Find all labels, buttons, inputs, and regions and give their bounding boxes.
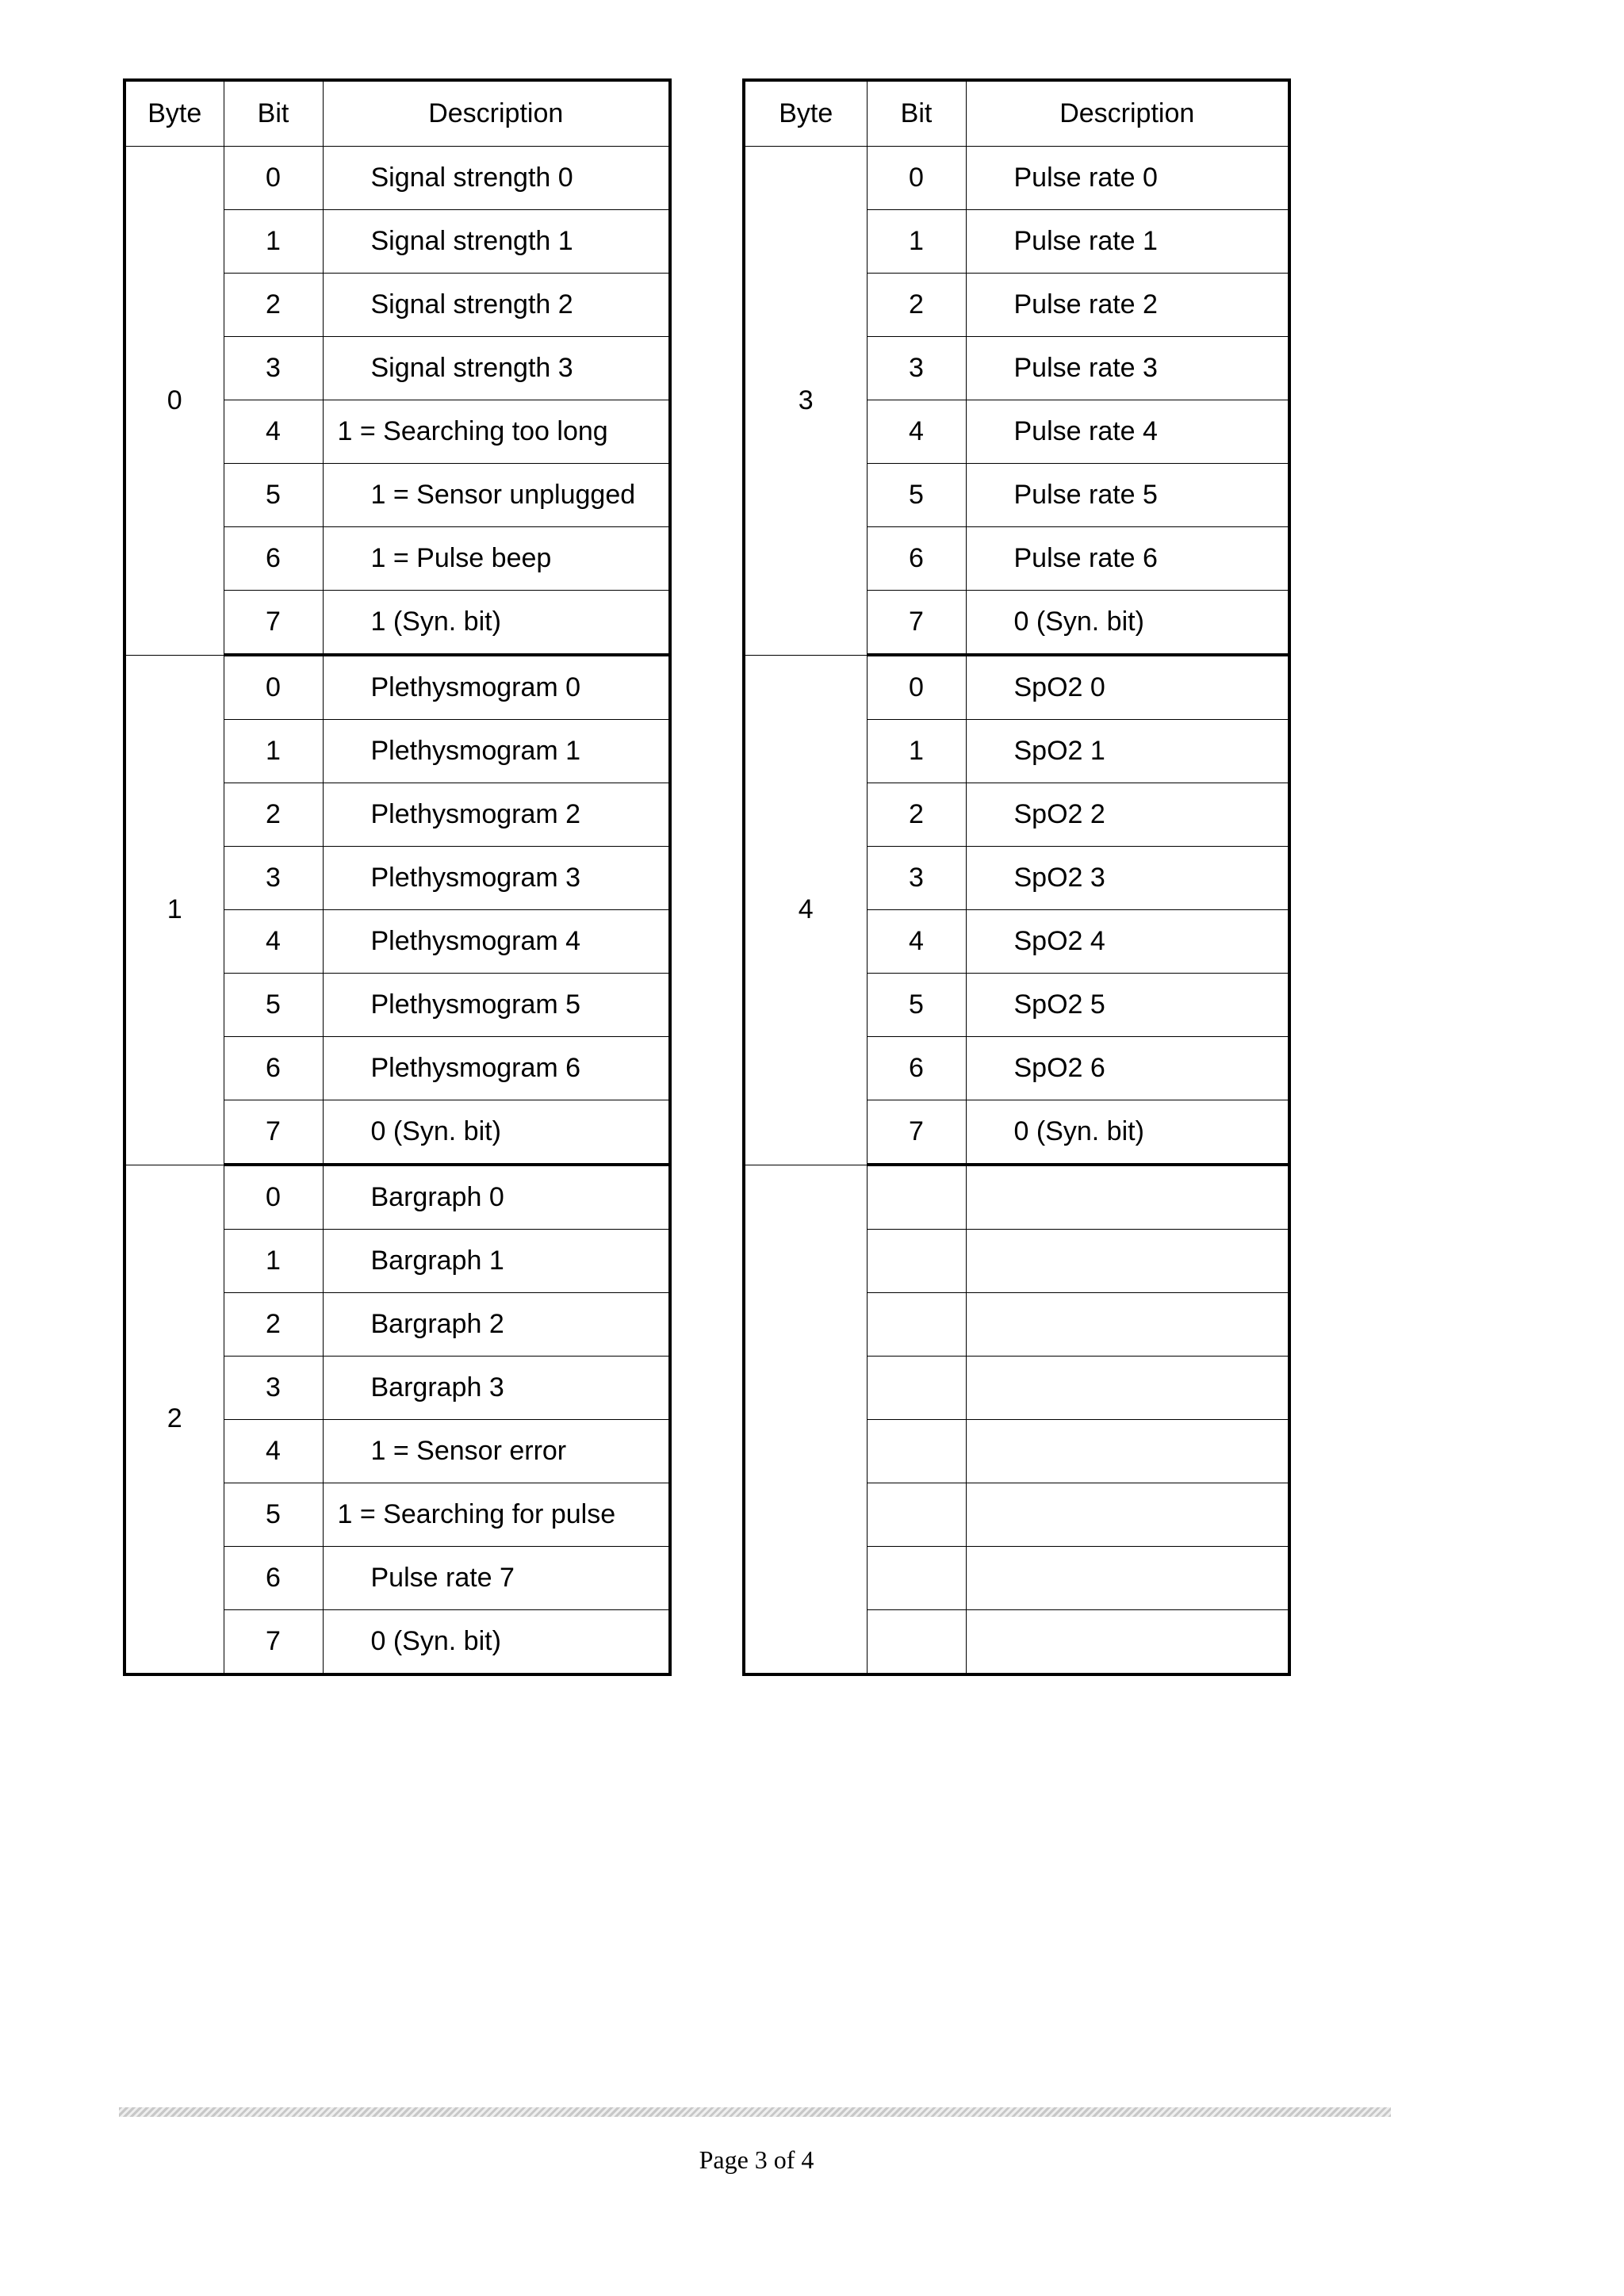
- description-text: 0 (Syn. bit): [370, 1626, 501, 1656]
- description-text: SpO2 5: [1013, 989, 1105, 1020]
- empty-bit-cell: [867, 1230, 966, 1293]
- header-description: Description: [966, 80, 1289, 147]
- table-row: [124, 1165, 670, 1230]
- bit-table-right: [742, 78, 1291, 1676]
- empty-description-cell: [966, 1547, 1289, 1610]
- bit-cell: 7: [224, 1100, 323, 1165]
- bit-cell: 0: [224, 1165, 323, 1230]
- bit-cell: 6: [224, 527, 323, 591]
- bit-cell: 5: [224, 464, 323, 527]
- description-text: Signal strength 0: [370, 163, 573, 193]
- description-cell: [323, 910, 670, 974]
- empty-row: [744, 1165, 1289, 1230]
- footer-divider: [119, 2107, 1391, 2117]
- description-cell: [323, 1293, 670, 1357]
- description-cell: [966, 527, 1289, 591]
- bit-cell: 3: [867, 337, 966, 400]
- empty-bit-cell: [867, 1357, 966, 1420]
- description-cell: [323, 974, 670, 1037]
- description-cell: [323, 1483, 670, 1547]
- description-cell: [323, 274, 670, 337]
- description-cell: [323, 1610, 670, 1675]
- empty-bit-cell: [867, 1547, 966, 1610]
- description-cell: [323, 1357, 670, 1420]
- bit-cell: 5: [867, 464, 966, 527]
- empty-description-cell: [966, 1610, 1289, 1675]
- description-text: 1 = Searching for pulse: [337, 1499, 616, 1529]
- description-cell: [966, 464, 1289, 527]
- description-cell: [323, 655, 670, 720]
- description-cell: [323, 1547, 670, 1610]
- byte-cell: 1: [124, 655, 224, 1165]
- description-text: 0 (Syn. bit): [370, 1116, 501, 1146]
- description-text: 1 = Pulse beep: [370, 543, 552, 573]
- bit-cell: 7: [224, 591, 323, 656]
- description-cell: [323, 400, 670, 464]
- bit-cell: 6: [224, 1037, 323, 1100]
- empty-bit-cell: [867, 1420, 966, 1483]
- description-cell: [323, 464, 670, 527]
- description-cell: [323, 147, 670, 210]
- bit-cell: 3: [224, 337, 323, 400]
- description-cell: [323, 1420, 670, 1483]
- header-row: [744, 80, 1289, 147]
- description-text: SpO2 1: [1013, 736, 1105, 766]
- bit-cell: 4: [867, 400, 966, 464]
- description-text: Pulse rate 7: [370, 1563, 515, 1593]
- description-text: Plethysmogram 0: [370, 672, 581, 702]
- bit-cell: 2: [224, 1293, 323, 1357]
- bit-cell: 3: [867, 847, 966, 910]
- description-text: 0 (Syn. bit): [1013, 607, 1144, 637]
- description-text: 0 (Syn. bit): [1013, 1116, 1144, 1146]
- header-bit: Bit: [224, 80, 323, 147]
- bit-cell: 7: [867, 1100, 966, 1165]
- byte-cell: 2: [124, 1165, 224, 1674]
- bit-cell: 5: [224, 974, 323, 1037]
- description-text: SpO2 0: [1013, 672, 1105, 702]
- description-text: Bargraph 0: [370, 1182, 504, 1212]
- byte-cell: 4: [744, 655, 867, 1165]
- description-cell: [966, 591, 1289, 656]
- description-cell: [323, 591, 670, 656]
- description-cell: [966, 1100, 1289, 1165]
- bit-cell: 1: [224, 1230, 323, 1293]
- description-text: Pulse rate 2: [1013, 289, 1158, 320]
- bit-cell: 3: [224, 1357, 323, 1420]
- bit-cell: 1: [867, 720, 966, 783]
- description-text: Plethysmogram 1: [370, 736, 581, 766]
- empty-bit-cell: [867, 1165, 966, 1230]
- bit-cell: 4: [224, 1420, 323, 1483]
- empty-bit-cell: [867, 1293, 966, 1357]
- description-cell: [323, 1100, 670, 1165]
- bit-cell: 4: [224, 910, 323, 974]
- description-cell: [323, 1165, 670, 1230]
- bit-cell: 5: [867, 974, 966, 1037]
- description-cell: [323, 1037, 670, 1100]
- description-cell: [966, 720, 1289, 783]
- description-text: SpO2 4: [1013, 926, 1105, 956]
- bit-cell: 6: [867, 1037, 966, 1100]
- description-text: SpO2 3: [1013, 863, 1105, 893]
- description-text: Plethysmogram 2: [370, 799, 581, 829]
- empty-description-cell: [966, 1483, 1289, 1547]
- bit-cell: 0: [867, 147, 966, 210]
- bit-cell: 6: [867, 527, 966, 591]
- bit-cell: 2: [224, 783, 323, 847]
- bit-cell: 7: [224, 1610, 323, 1675]
- description-text: Plethysmogram 5: [370, 989, 581, 1020]
- description-cell: [966, 400, 1289, 464]
- table-row: [744, 655, 1289, 720]
- description-text: 1 = Searching too long: [337, 416, 608, 446]
- bit-cell: 0: [867, 655, 966, 720]
- description-cell: [966, 783, 1289, 847]
- bit-cell: 3: [224, 847, 323, 910]
- page-number: Page 3 of 4: [699, 2145, 814, 2174]
- description-cell: [323, 210, 670, 274]
- empty-description-cell: [966, 1230, 1289, 1293]
- byte-cell: 3: [744, 147, 867, 656]
- table-row: [124, 655, 670, 720]
- description-text: Bargraph 2: [370, 1309, 504, 1339]
- description-text: SpO2 2: [1013, 799, 1105, 829]
- description-text: 1 (Syn. bit): [370, 607, 501, 637]
- description-cell: [966, 147, 1289, 210]
- table-row: [744, 147, 1289, 210]
- bit-cell: 6: [224, 1547, 323, 1610]
- description-cell: [323, 720, 670, 783]
- description-cell: [323, 847, 670, 910]
- header-row: [124, 80, 670, 147]
- header-byte: Byte: [124, 80, 224, 147]
- empty-description-cell: [966, 1293, 1289, 1357]
- description-text: Pulse rate 6: [1013, 543, 1158, 573]
- bit-cell: 2: [867, 783, 966, 847]
- header-description: Description: [323, 80, 670, 147]
- bit-cell: 2: [867, 274, 966, 337]
- byte-cell: 0: [124, 147, 224, 656]
- empty-bit-cell: [867, 1483, 966, 1547]
- description-text: Bargraph 3: [370, 1372, 504, 1402]
- description-cell: [966, 210, 1289, 274]
- description-text: Signal strength 3: [370, 353, 573, 383]
- description-cell: [966, 337, 1289, 400]
- header-bit: Bit: [867, 80, 966, 147]
- description-text: Bargraph 1: [370, 1246, 504, 1276]
- description-cell: [966, 655, 1289, 720]
- bit-cell: 0: [224, 147, 323, 210]
- description-text: Plethysmogram 6: [370, 1053, 581, 1083]
- bit-cell: 7: [867, 591, 966, 656]
- empty-description-cell: [966, 1165, 1289, 1230]
- description-cell: [323, 1230, 670, 1293]
- description-cell: [966, 910, 1289, 974]
- description-text: Plethysmogram 3: [370, 863, 581, 893]
- bit-cell: 4: [867, 910, 966, 974]
- empty-bit-cell: [867, 1610, 966, 1675]
- bit-cell: 1: [224, 210, 323, 274]
- description-text: Pulse rate 5: [1013, 480, 1158, 510]
- description-text: Pulse rate 0: [1013, 163, 1158, 193]
- bit-cell: 4: [224, 400, 323, 464]
- description-text: Pulse rate 3: [1013, 353, 1158, 383]
- bit-table-left: [123, 78, 672, 1676]
- empty-description-cell: [966, 1357, 1289, 1420]
- description-text: 1 = Sensor unplugged: [370, 480, 636, 510]
- bit-cell: 2: [224, 274, 323, 337]
- bit-cell: 0: [224, 655, 323, 720]
- description-cell: [966, 1037, 1289, 1100]
- description-text: Signal strength 2: [370, 289, 573, 320]
- description-cell: [323, 783, 670, 847]
- description-cell: [966, 974, 1289, 1037]
- empty-description-cell: [966, 1420, 1289, 1483]
- description-cell: [966, 847, 1289, 910]
- description-text: Pulse rate 4: [1013, 416, 1158, 446]
- description-text: SpO2 6: [1013, 1053, 1105, 1083]
- description-cell: [966, 274, 1289, 337]
- header-byte: Byte: [744, 80, 867, 147]
- description-cell: [323, 337, 670, 400]
- description-text: Signal strength 1: [370, 226, 573, 256]
- description-text: Plethysmogram 4: [370, 926, 581, 956]
- table-row: [124, 147, 670, 210]
- empty-byte-cell: [744, 1165, 867, 1674]
- bit-cell: 1: [224, 720, 323, 783]
- description-text: Pulse rate 1: [1013, 226, 1158, 256]
- description-cell: [323, 527, 670, 591]
- bit-cell: 5: [224, 1483, 323, 1547]
- description-text: 1 = Sensor error: [370, 1436, 567, 1466]
- bit-cell: 1: [867, 210, 966, 274]
